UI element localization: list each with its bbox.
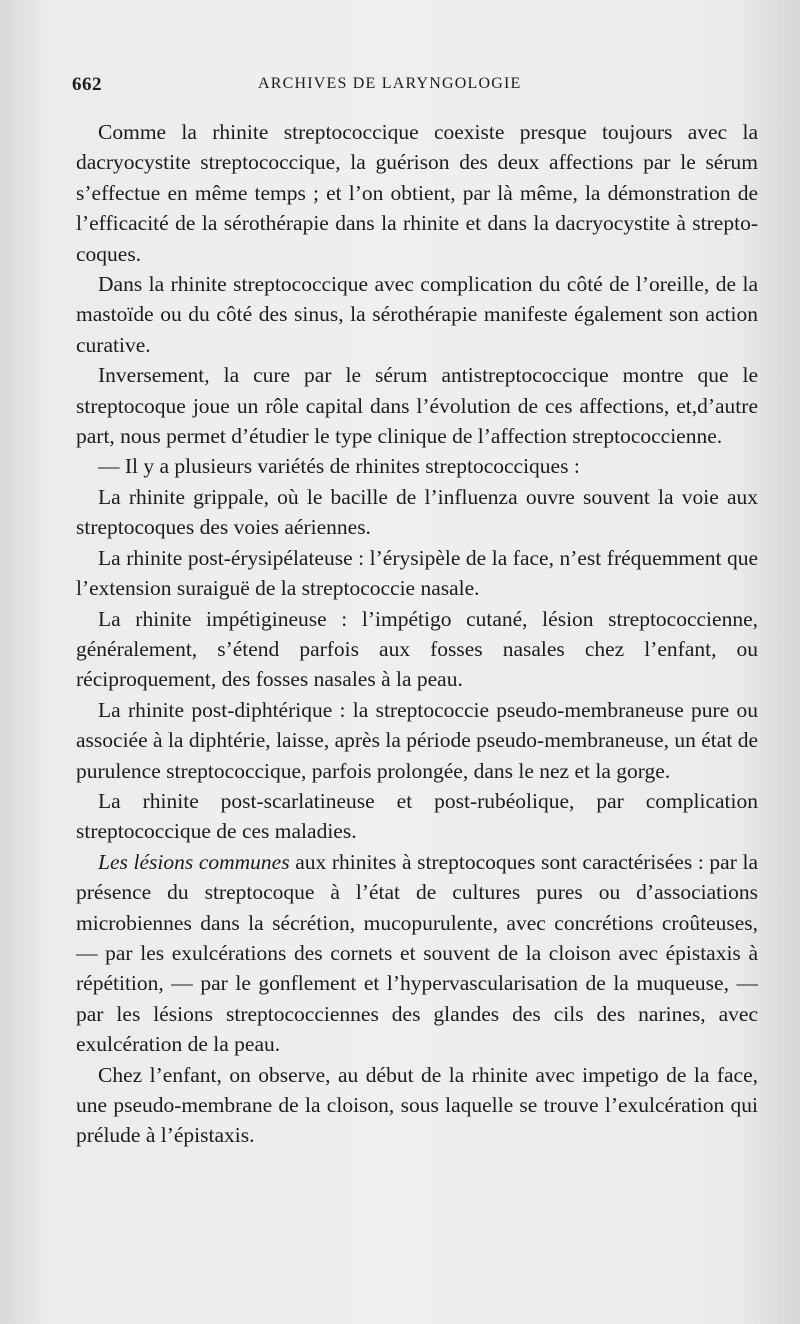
- italic-lead-in: Les lésions communes: [98, 849, 290, 874]
- paragraph-serotherapy-dacryocystitis: Comme la rhinite streptococcique coexiste presque toujours avec la dacryocystite streptococcique, la guérison des deux affections par le sérum s’effectue en même temps ; et l’on obtient, par là même, la démonstration de l’efficacité de la sérothérapie dans la rhinite et dans la dacryocystite à streptocoques.: [76, 120, 758, 266]
- paragraph-rhinite-post-scarlatineuse: La rhinite post-scarlatineuse et post-rubéolique, par complication streptococcique de ces maladies.: [76, 788, 758, 844]
- paragraph-clinical-type: Inversement, la cure par le sérum antistreptococcique montre que le streptocoque joue un rôle capital dans l’évolution de ces affections, et,d’autre part, nous permet d’étudier le type clinique de l’affection streptococcienne.: [76, 363, 758, 449]
- running-head: [72, 70, 752, 100]
- journal-title: ARCHIVES DE LARYNGOLOGIE: [258, 75, 522, 92]
- paragraph-chez-l-enfant: Chez l’enfant, on observe, au début de la rhinite avec impetigo de la face, une pseudo-membrane de la cloison, sous laquelle se trouve l’exulcération qui prélude à l’épistaxis.: [76, 1062, 758, 1148]
- paragraph-rhinite-post-erysipelateuse: La rhinite post-érysipélateuse : l’érysipèle de la face, n’est fréquemment que l’extension suraiguë de la streptococcie nasale.: [76, 545, 758, 601]
- body-text: [76, 117, 758, 1151]
- paragraph-rhinite-post-diphterique: La rhinite post-diphtérique : la streptococcie pseudo-membraneuse pure ou associée à la diphtérie, laisse, après la période pseudo-membraneuse, un état de purulence streptococcique, parfois prolongée, dans le nez et la gorge.: [76, 697, 758, 783]
- paragraph-lesions-text: aux rhinites à streptocoques sont caractérisées : par la présence du streptocoque à l’état de cultures pures ou d’associations microbiennes dans la sécrétion, mucopurulente, avec concrétions croûteuses, — par les exulcérations des cornets et souvent de la cloison avec épistaxis à répétition, — par le gonflement et l’hypervascularisation de la muqueuse, — par les lésions streptococciennes des glandes des cils des narines, avec exulcération de la peau.: [76, 849, 758, 1057]
- paragraph-rhinite-grippale: La rhinite grippale, où le bacille de l’influenza ouvre souvent la voie aux streptocoques des voies aériennes.: [76, 484, 758, 540]
- paragraph-varieties-intro: — Il y a plusieurs variétés de rhinites streptococciques :: [98, 454, 580, 479]
- paragraph-complications: Dans la rhinite streptococcique avec complication du côté de l’oreille, de la mastoïde ou du côté des sinus, la sérothérapie manifeste également son action curative.: [76, 272, 758, 357]
- paragraph-rhinite-impetigineuse: La rhinite impétigineuse : l’impétigo cutané, lésion streptococcienne, généralement, s’étend parfois aux fosses nasales chez l’enfant, ou réciproquement, des fosses nasales à la peau.: [76, 606, 758, 692]
- paragraph-lesions-communes: [76, 847, 758, 1060]
- page-number: 662: [72, 74, 102, 95]
